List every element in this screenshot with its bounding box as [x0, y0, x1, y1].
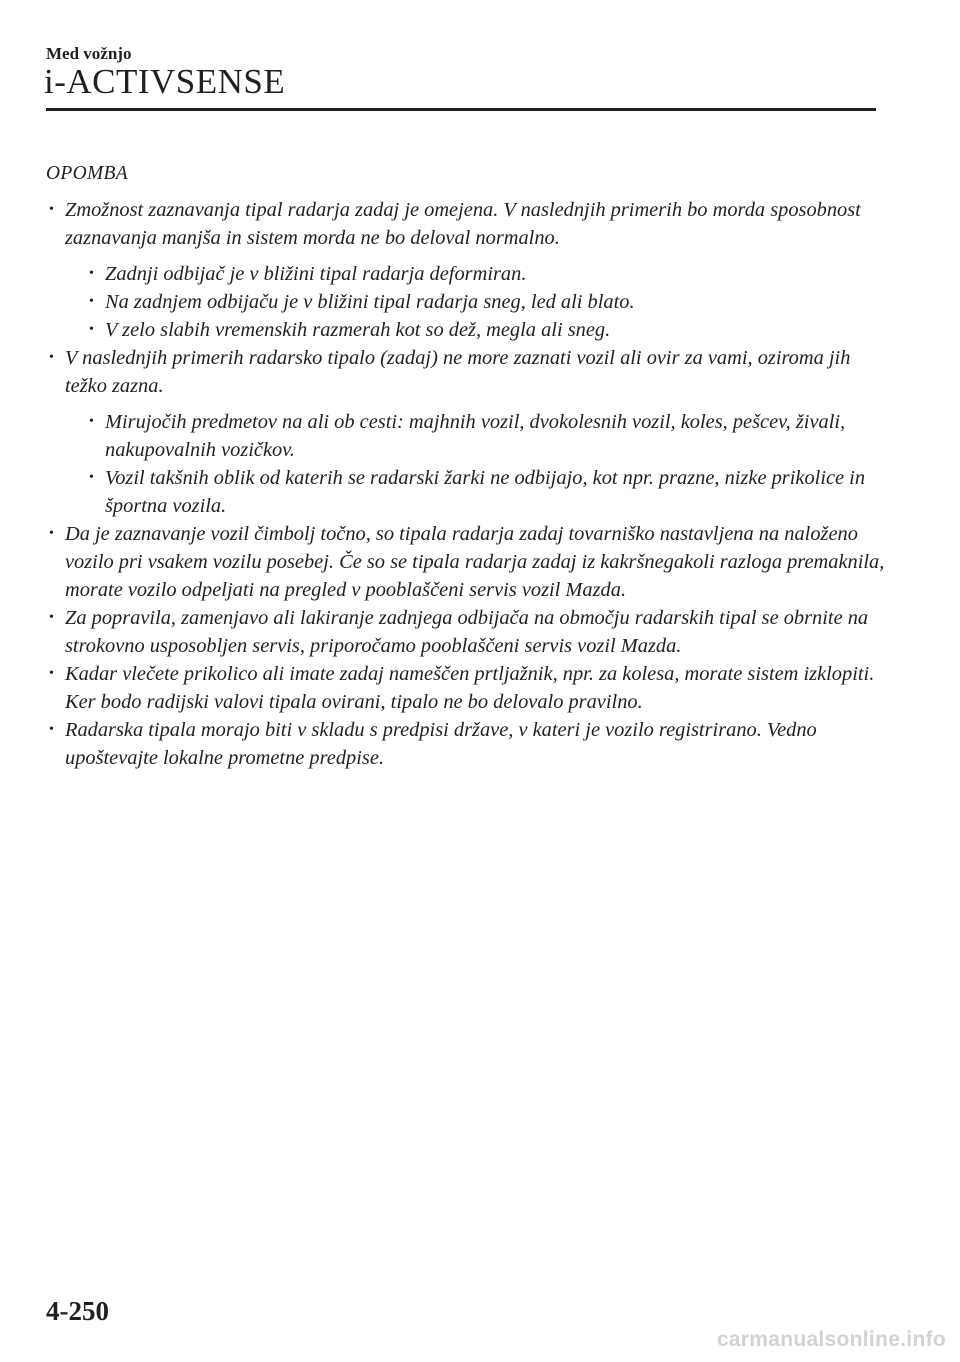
watermark: carmanualsonline.info — [716, 1328, 946, 1351]
sub-list-item-text: Vozil takšnih oblik od katerih se radarski žarki ne odbijajo, kot npr. prazne, nizke prikolice in športna vozila. — [105, 467, 866, 517]
bullet-icon: • — [89, 266, 94, 281]
list-item — [46, 196, 886, 344]
bullet-icon: • — [49, 526, 54, 541]
bullet-icon: • — [49, 610, 54, 625]
sub-list-item-text: Na zadnjem odbijaču je v bližini tipal radarja sneg, led ali blato. — [105, 291, 635, 313]
bullet-icon: • — [49, 202, 54, 217]
note-block — [46, 160, 886, 772]
list-item-text: V naslednjih primerih radarsko tipalo (zadaj) ne more zaznati vozil ali ovir za vami, oziroma jih težko zazna. — [65, 347, 851, 397]
note-heading: OPOMBA — [46, 163, 128, 184]
list-item-text: Kadar vlečete prikolico ali imate zadaj nameščen prtljažnik, npr. za kolesa, morate sistem izklopiti. Ker bodo radijski valovi tipala ovirani, tipalo ne bo delovalo pravilno. — [65, 663, 875, 713]
list-item — [46, 344, 886, 520]
list-item-text: Za popravila, zamenjavo ali lakiranje zadnjega odbijača na območju radarskih tipal se obrnite na strokovno usposobljen servis, priporočamo pooblaščeni servis vozil Mazda. — [65, 607, 869, 657]
sub-list — [65, 260, 886, 344]
list-item — [46, 520, 886, 604]
bullet-icon: • — [89, 414, 94, 429]
list-item — [46, 660, 886, 716]
bullet-icon: • — [49, 666, 54, 681]
bullet-icon: • — [89, 470, 94, 485]
list-item-text: Radarska tipala morajo biti v skladu s predpisi države, v kateri je vozilo registrirano. Vedno upoštevajte lokalne prometne predpise. — [65, 719, 817, 769]
note-list — [46, 196, 886, 772]
sub-list-item — [65, 464, 886, 520]
bullet-icon: • — [89, 322, 94, 337]
bullet-icon: • — [89, 294, 94, 309]
bullet-icon: • — [49, 722, 54, 737]
page-title: i-ACTIVSENSE — [44, 62, 286, 101]
sub-list-item-text: Zadnji odbijač je v bližini tipal radarja deformiran. — [105, 263, 527, 285]
bullet-icon: • — [49, 350, 54, 365]
sub-list-item — [65, 288, 886, 316]
sub-list-item — [65, 316, 886, 344]
sub-list — [65, 408, 886, 520]
sub-list-item — [65, 260, 886, 288]
section-label: Med vožnjo — [46, 44, 132, 63]
list-item — [46, 716, 886, 772]
list-item-text: Zmožnost zaznavanja tipal radarja zadaj je omejena. V naslednjih primerih bo morda sposobnost zaznavanja manjša in sistem morda ne bo deloval normalno. — [65, 199, 861, 249]
header-divider — [46, 108, 876, 111]
list-item-text: Da je zaznavanje vozil čimbolj točno, so tipala radarja zadaj tovarniško nastavljena na naloženo vozilo pri vsakem vozilu posebej. Če so se tipala radarja zadaj iz kakršnegakoli razloga premaknila, morate vozilo odpeljati na pregled v pooblaščeni servis vozil Mazda. — [65, 523, 885, 601]
sub-list-item — [65, 408, 886, 464]
list-item — [46, 604, 886, 660]
sub-list-item-text: Mirujočih predmetov na ali ob cesti: majhnih vozil, dvokolesnih vozil, koles, pešcev, živali, nakupovalnih vozičkov. — [105, 411, 846, 461]
page-number: 4-250 — [46, 1296, 109, 1326]
sub-list-item-text: V zelo slabih vremenskih razmerah kot so dež, megla ali sneg. — [105, 319, 611, 341]
